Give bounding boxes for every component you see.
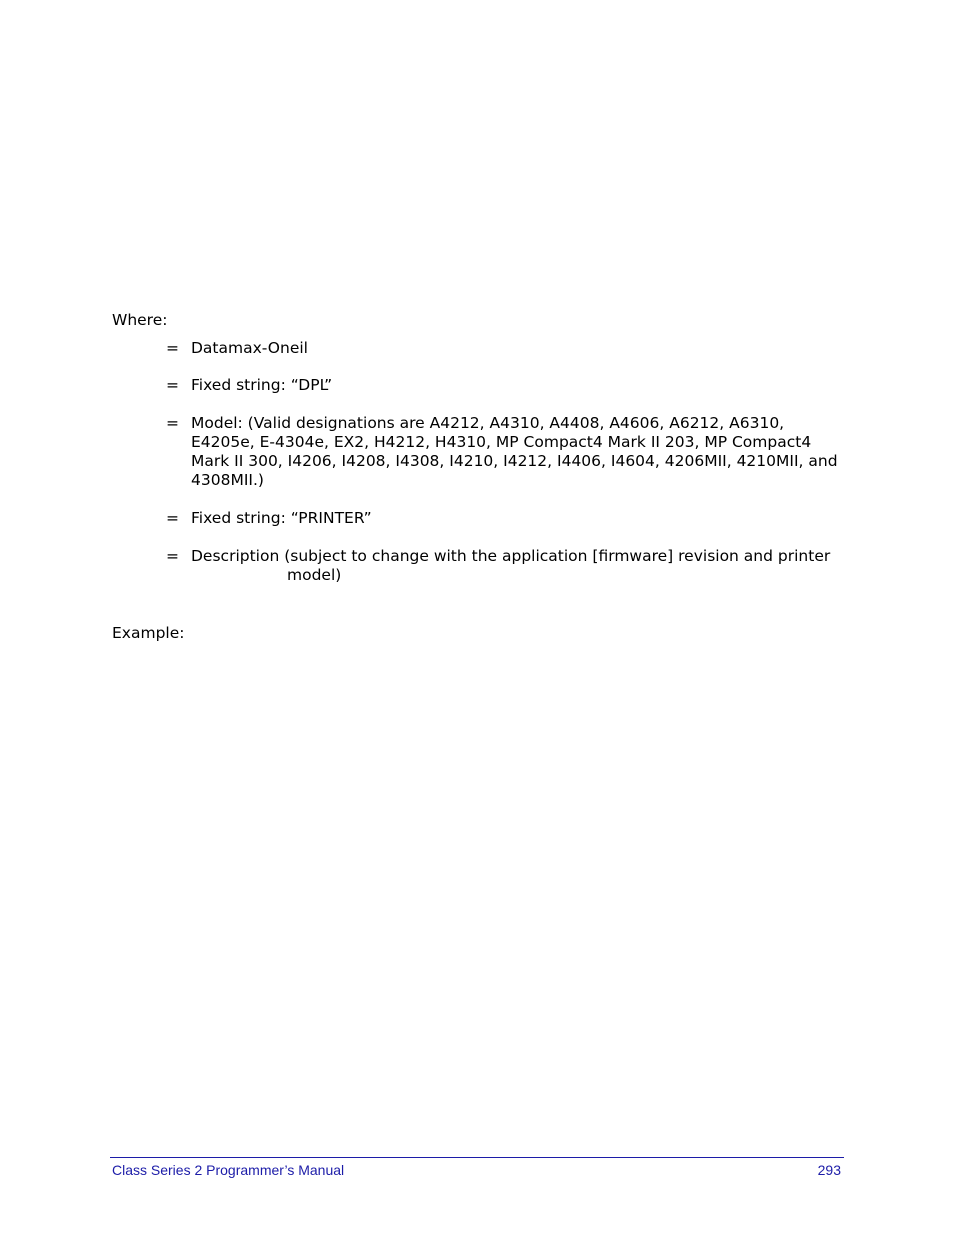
footer-divider [110,1157,844,1158]
equals-sign: = [166,509,179,527]
definition-text: Model: (Valid designations are A4212, A4310, A4408, A4606, A6212, A6310, E4205e, E-4304e, EX2, H4212, H4310, MP Compact4 Mark II 203, MP Compact4 Mark II 300, I4206, I4208, I4308, I4210, I4212, I4406, I4604, 4206MII, 4210MII, and 4308MII.) [191,414,838,489]
definition-text: Description (subject to change with the application [firmware] revision and printer [191,547,831,565]
example-label: Example: [112,624,185,642]
equals-sign: = [166,414,179,432]
footer-manual-title: Class Series 2 Programmer’s Manual [112,1162,345,1178]
definition-text: Fixed string: “DPL” [191,376,333,394]
definition-text: Datamax-Oneil [191,339,308,357]
equals-sign: = [166,547,179,565]
definition-continuation: model) [287,566,342,584]
equals-sign: = [166,376,179,394]
equals-sign: = [166,339,179,357]
footer-page-number: 293 [817,1162,841,1178]
definition-text: Fixed string: “PRINTER” [191,509,372,527]
where-label: Where: [112,311,168,329]
